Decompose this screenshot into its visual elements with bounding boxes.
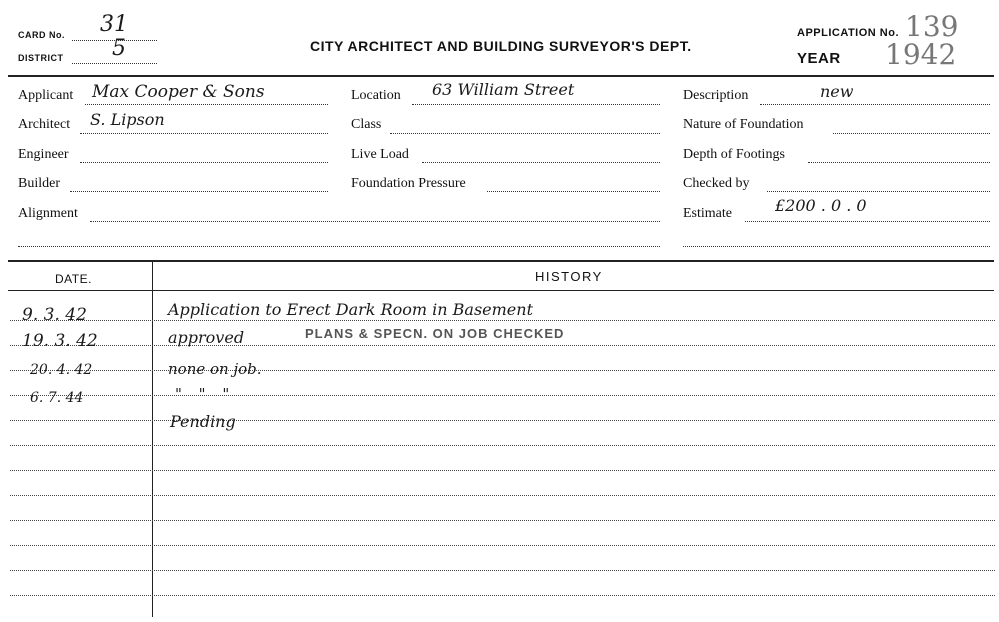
- history-text: Pending: [170, 412, 236, 431]
- description-value: new: [820, 82, 854, 101]
- history-date: 19. 3. 42: [22, 331, 98, 351]
- applicant-value: Max Cooper & Sons: [92, 82, 265, 102]
- class-label: Class: [351, 117, 382, 132]
- district-value: 5: [112, 36, 126, 61]
- application-no-label: APPLICATION No.: [797, 27, 900, 39]
- builder-label: Builder: [18, 176, 60, 191]
- description-label: Description: [683, 88, 749, 103]
- history-date: 6. 7. 44: [30, 390, 84, 406]
- nature-of-foundation-label: Nature of Foundation: [683, 117, 804, 132]
- history-text: Application to Erect Dark Room in Basement: [168, 300, 533, 319]
- depth-of-footings-label: Depth of Footings: [683, 147, 785, 162]
- checked-stamp: PLANS & SPECN. ON JOB CHECKED: [305, 326, 565, 341]
- card-no-label: CARD No.: [18, 30, 65, 40]
- history-text: none on job.: [168, 360, 262, 378]
- location-value: 63 William Street: [432, 80, 575, 99]
- date-column-divider: [152, 262, 153, 617]
- engineer-label: Engineer: [18, 147, 69, 162]
- estimate-label: Estimate: [683, 206, 732, 221]
- card-no-value: 31: [100, 12, 128, 37]
- foundation-pressure-label: Foundation Pressure: [351, 176, 466, 191]
- history-text: approved: [168, 328, 245, 347]
- checked-by-label: Checked by: [683, 176, 750, 191]
- dept-title: CITY ARCHITECT AND BUILDING SURVEYOR'S DEPT.: [310, 38, 692, 54]
- history-date: 20. 4. 42: [30, 362, 93, 378]
- history-top-rule: [8, 260, 994, 262]
- estimate-value: £200 . 0 . 0: [775, 196, 867, 215]
- history-column-header: HISTORY: [535, 269, 603, 284]
- live-load-label: Live Load: [351, 147, 409, 162]
- district-label: DISTRICT: [18, 53, 64, 63]
- date-column-header: DATE.: [55, 272, 92, 286]
- architect-label: Architect: [18, 117, 71, 132]
- header-divider: [8, 75, 994, 77]
- location-label: Location: [351, 88, 401, 103]
- alignment-label: Alignment: [18, 206, 78, 221]
- history-date: 9. 3. 42: [22, 305, 87, 325]
- applicant-label: Applicant: [18, 88, 74, 103]
- application-no-value: 139: [905, 10, 959, 43]
- history-text: " " ": [175, 385, 236, 403]
- architect-value: S. Lipson: [90, 110, 165, 129]
- history-header-rule: [8, 290, 994, 291]
- year-value: 1942: [885, 38, 957, 71]
- year-label: YEAR: [797, 50, 841, 67]
